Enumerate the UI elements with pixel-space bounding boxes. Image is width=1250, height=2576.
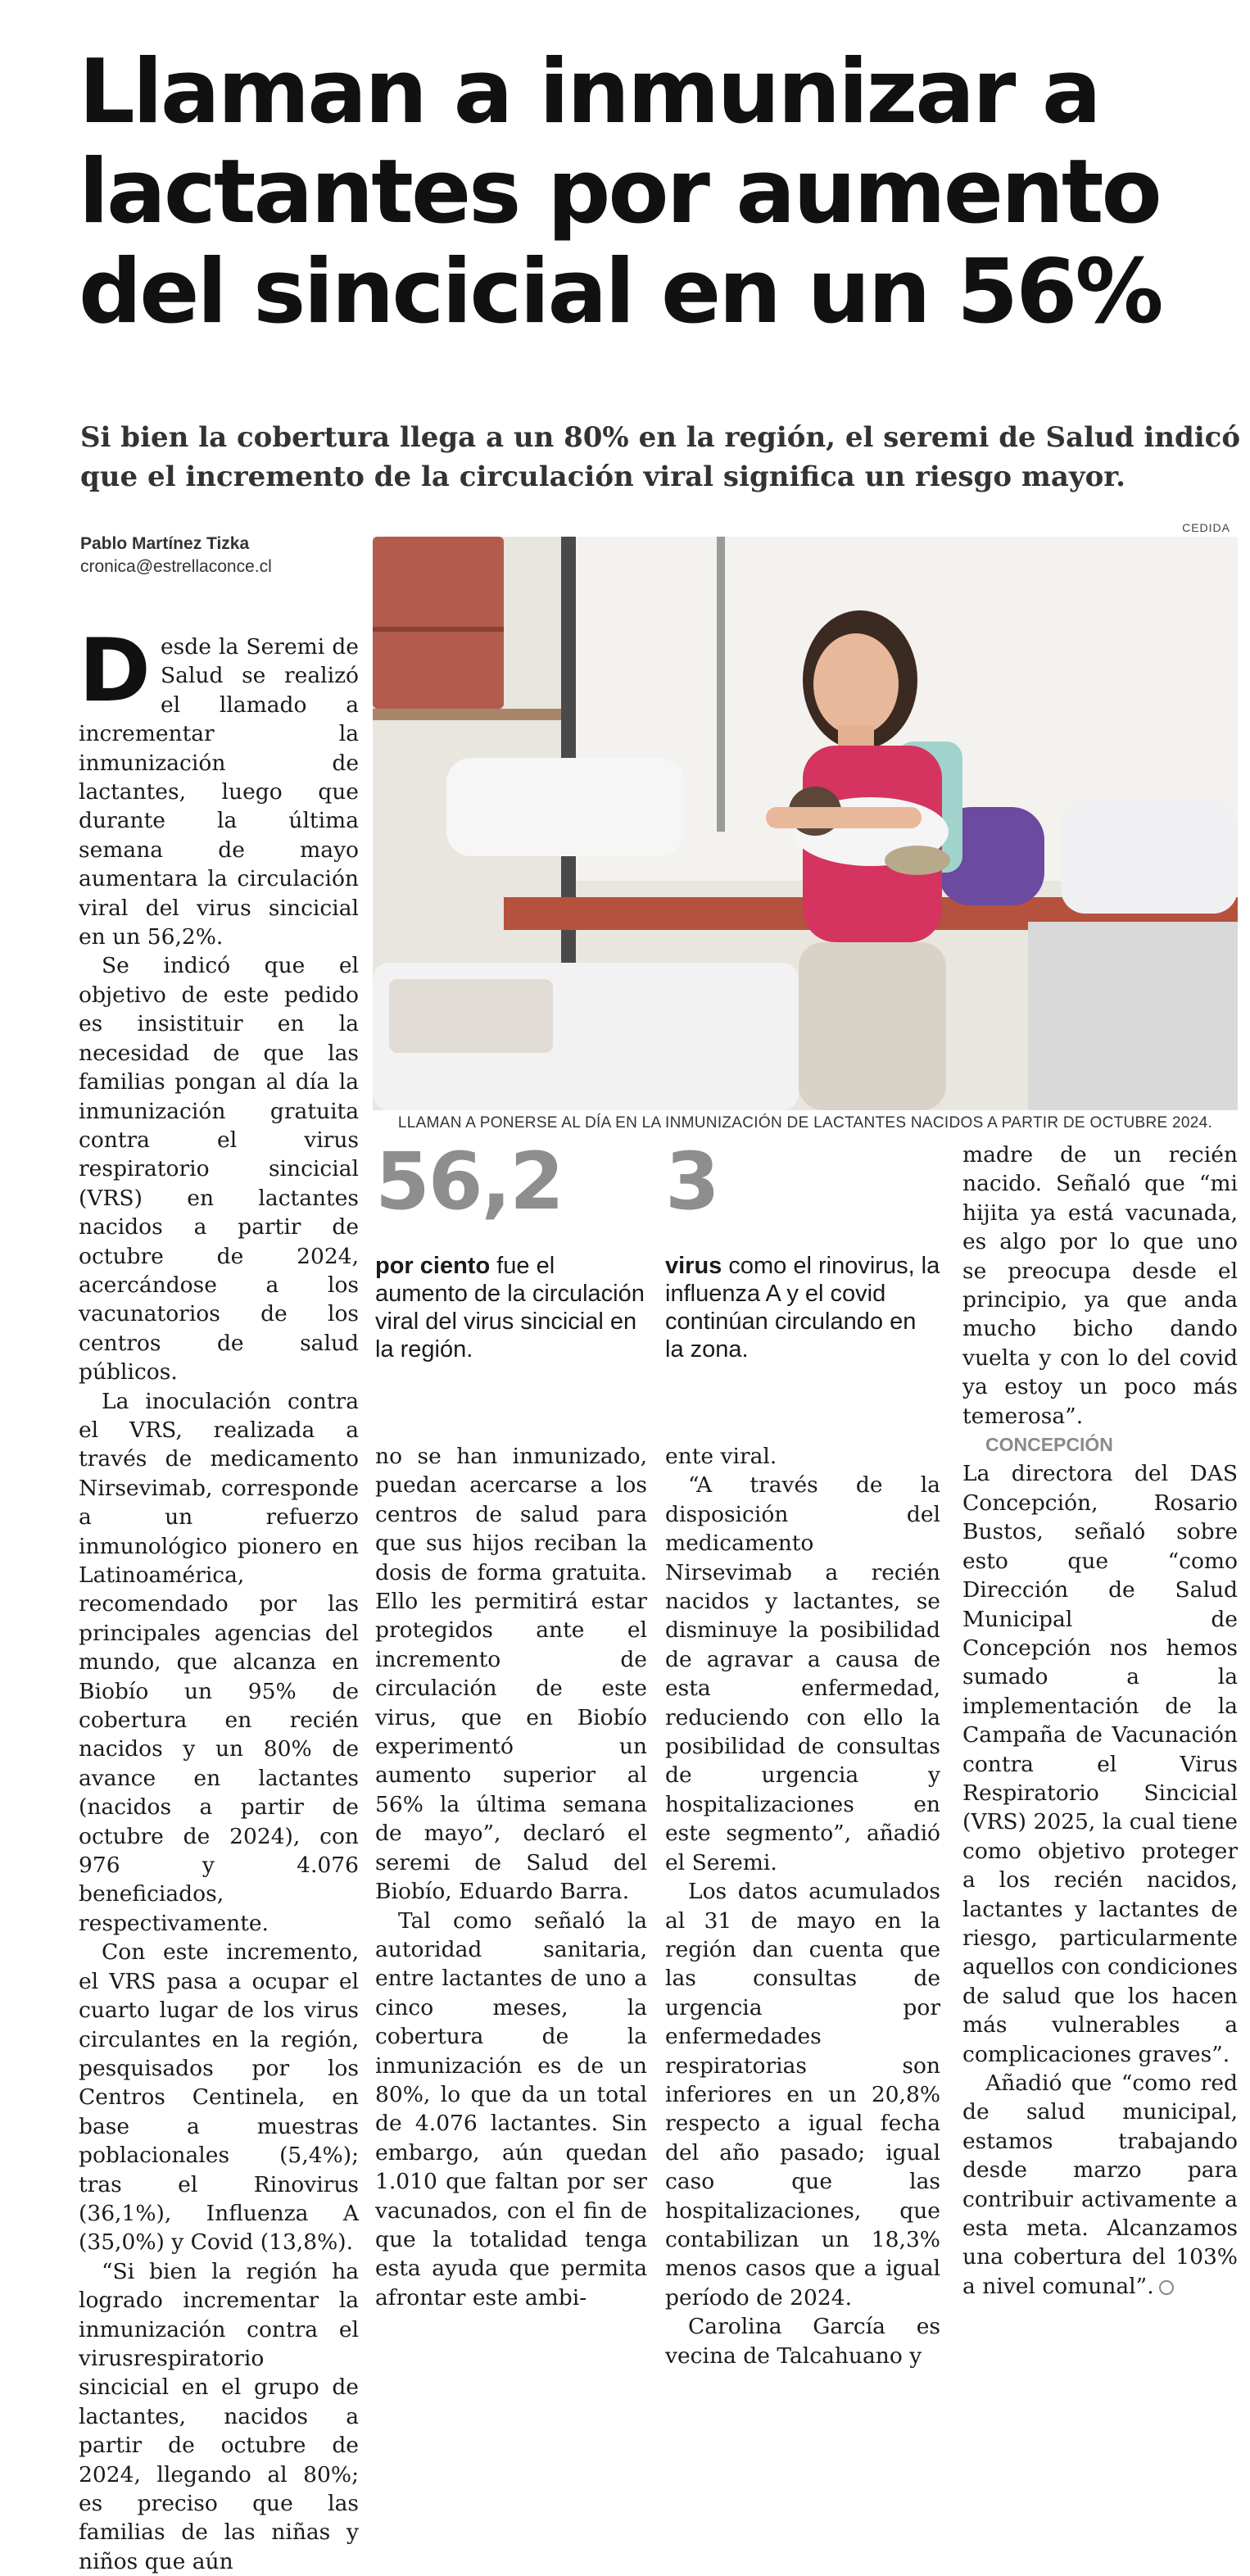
- subheadline-line-1: Si bien la cobertura llega a un 80% en la región, el seremi de Salud indicó: [80, 421, 1241, 454]
- article-column-3: [665, 1442, 940, 2369]
- author-email: cronica@estrellaconce.cl: [80, 557, 272, 576]
- section-title: CONCEPCIÓN: [985, 1434, 1113, 1456]
- stat-description: por ciento fue el aumento de la circulación viral del virus sincicial en la región.: [375, 1253, 645, 1363]
- paragraph: Los datos acumulados al 31 de mayo en la región dan cuenta que las consultas de urgencia por enfermedades respiratorias son inferiores en un 20,8% respecto a igual fecha del año pasado; igual caso que las hospitalizaciones, que contabilizan un 18,3% menos casos que a igual período de 2024.: [665, 1879, 940, 2311]
- article-column-1: [79, 620, 359, 2574]
- article-column-4: [962, 1141, 1238, 2299]
- stat-number: 56,2: [375, 1136, 563, 1227]
- paragraph: Desde la Seremi de Salud se realizó el llamado a incrementar la inmunización de lactantes, luego que durante la última semana de mayo aumentara la circulación viral del virus sincicial en un 56,2%.: [79, 620, 359, 950]
- paragraph: Añadió que “como red de salud municipal, estamos trabajando desde marzo para contribuir activamente a esta meta. Alcanzamos una cobertura del 103% a nivel comunal”.: [962, 2070, 1238, 2299]
- stat-description: virus como el rinovirus, la influenza A y el covid continúan circulando en la zona.: [665, 1253, 940, 1363]
- stat-box-circulation: [375, 1136, 645, 1363]
- paragraph: Tal como señaló la autoridad sanitaria, entre lactantes de uno a cinco meses, la cobertura de la inmunización es de un 80%, lo que da un total de 4.076 lactantes. Sin embargo, aún quedan 1.010 que faltan por ser vacunados, con el fin de que la totalidad tenga esta ayuda que permita afrontar este ambi-: [375, 1907, 647, 2311]
- headline-line-1: Llaman a inmunizar a: [79, 41, 1099, 143]
- headline-line-3: del sincicial en un 56%: [79, 241, 1162, 343]
- paragraph: Se indicó que el objetivo de este pedido es insistituir en la necesidad de que las familias pongan al día la inmunización gratuita contra el virus respiratorio sincicial (VRS) en lactantes nacidos a partir de octubre de 2024, acercándose a los vacunatorios de los centros de salud públicos.: [79, 953, 359, 1386]
- paragraph: “Si bien la región ha logrado incrementar la inmunización contra el virusrespiratorio sincicial en el grupo de lactantes, nacidos a partir de octubre de 2024, llegando al 80%; es preciso que las familias de las niñas y niños que aún: [79, 2258, 359, 2574]
- paragraph: “A través de la disposición del medicamento Nirsevimab a recién nacidos y lactantes, se disminuye la posibilidad de agravar a causa de esta enfermedad, reduciendo con ello la posibilidad de consultas de urgencia y hospitalizaciones en este segmento”, añadió el Seremi.: [665, 1472, 940, 1875]
- paragraph: madre de un recién nacido. Señaló que “mi hijita ya está vacunada, es algo por lo que uno se preocupa desde el principio, ya que anda mucho bicho dando vuelta y con lo del covid ya estoy un poco más temerosa”.: [962, 1142, 1238, 1429]
- paragraph: Con este incremento, el VRS pasa a ocupar el cuarto lugar de los virus circulantes en la región, pesquisados por los Centros Centinela, en base a muestras poblacionales (5,4%); tras el Rinovirus (36,1%), Influenza A (35,0%) y Covid (13,8%).: [79, 1939, 359, 2256]
- paragraph: Carolina García es vecina de Talcahuano y: [665, 2314, 940, 2369]
- headline-line-2: lactantes por aumento: [79, 141, 1160, 243]
- paragraph: ente viral.: [665, 1444, 777, 1469]
- drop-cap: D: [79, 620, 151, 721]
- stat-box-viruses: [665, 1136, 940, 1363]
- subheadline-line-2: que el incremento de la circulación viral significa un riesgo mayor.: [80, 460, 1125, 493]
- paragraph: no se han inmunizado, puedan acercarse a los centros de salud para que sus hijos reciban la dosis de forma gratuita. Ello les permitirá estar protegidos ante el incremento de circulación de este virus, que en Biobío experimentó un aumento superior al 56% la última semana de mayo”, declaró el seremi de Salud del Biobío, Eduardo Barra.: [375, 1444, 647, 1905]
- stat-number: 3: [665, 1136, 718, 1227]
- article-column-2: [375, 1442, 647, 2311]
- end-mark-icon: [1159, 2280, 1174, 2295]
- photo-caption: LLAMAN A PONERSE AL DÍA EN LA INMUNIZACIÓN DE LACTANTES NACIDOS A PARTIR DE OCTUBRE 2024.: [397, 1114, 1213, 1132]
- author-name: Pablo Martínez Tizka: [80, 534, 250, 553]
- byline: [80, 533, 272, 578]
- subheadline: [80, 418, 1241, 497]
- article-photo: [373, 537, 1238, 1110]
- photo-credit: CEDIDA: [1182, 521, 1230, 534]
- paragraph: La inoculación contra el VRS, realizada a través de medicamento Nirsevimab, corresponde a un refuerzo inmunológico pionero en Latinoamérica, recomendado por las principales agencias del mundo, que alcanza en Biobío un 95% de cobertura en recién nacidos y un 80% de avance en lactantes (nacidos a partir de octubre de 2024), con 976 y 4.076 beneficiados, respectivamente.: [79, 1388, 359, 1936]
- paragraph: La directora del DAS Concepción, Rosario Bustos, señaló sobre esto que “como Dirección de Salud Municipal de Concepción nos hemos sumado a la implementación de la Campaña de Vacunación contra el Virus Respiratorio Sincicial (VRS) 2025, la cual tiene como objetivo proteger a los recién nacidos, lactantes y lactantes de riesgo, particularmente aquellos con condiciones de salud que los hacen más vulnerables a complicaciones graves”.: [962, 1461, 1238, 2067]
- headline: [79, 43, 1225, 342]
